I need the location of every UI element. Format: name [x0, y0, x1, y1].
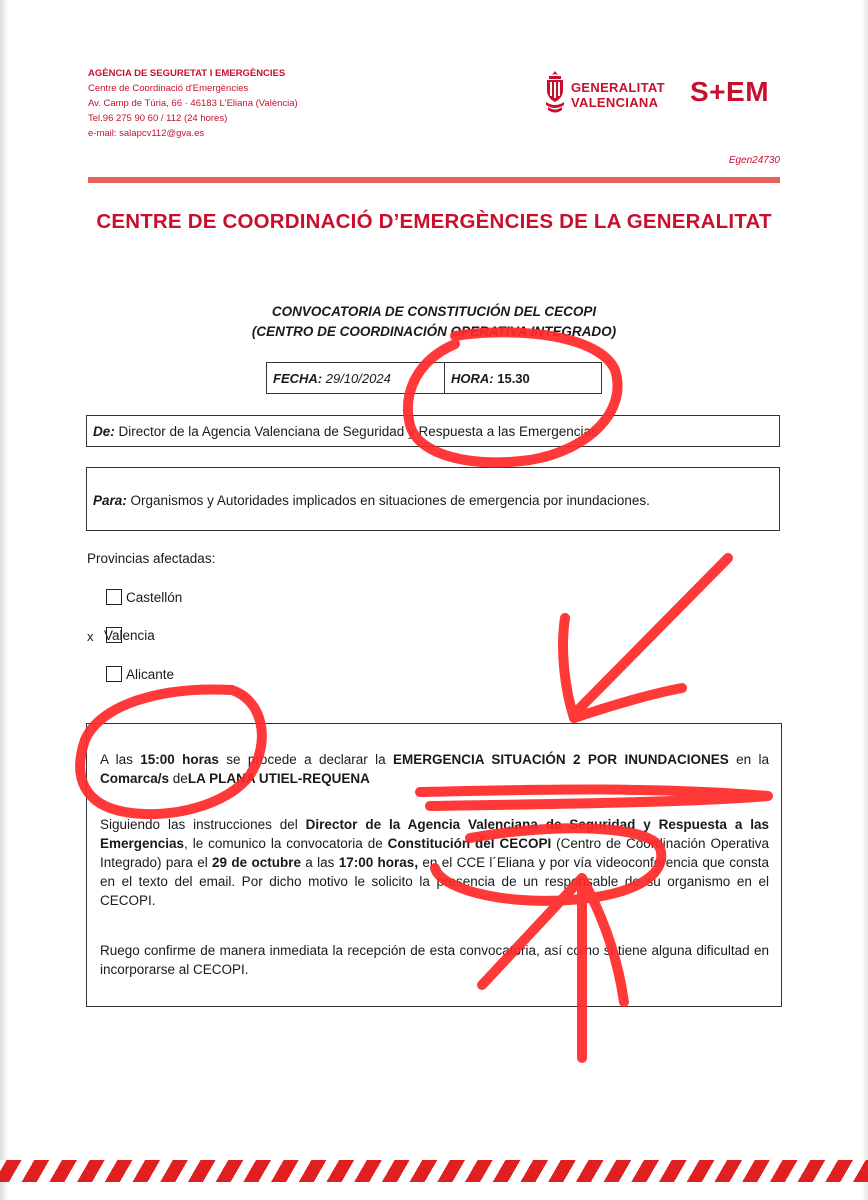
valenciana-word: VALENCIANA	[571, 95, 659, 110]
convocatoria-line1: CONVOCATORIA DE CONSTITUCIÓN DEL CECOPI	[271, 304, 597, 319]
sem-logo: S+EM	[690, 76, 770, 107]
date-time-divider	[444, 363, 445, 393]
from-box	[86, 415, 780, 447]
cecopi-constitution: Constitución del CECOPI	[387, 836, 552, 851]
province-alicante-label: Alicante	[126, 667, 175, 682]
text-run: se procede a declarar la	[218, 752, 393, 767]
diagonal-arrow-shaft-annotation	[578, 558, 728, 710]
text-run: , le comunico la convocatoria de	[184, 836, 388, 851]
text-run: de	[169, 771, 188, 786]
text-run: (Centro de Coordinación Operativa Integrado) para el	[100, 836, 769, 870]
checkbox-alicante[interactable]	[106, 666, 122, 682]
comarca-name: LA PLANA UTIEL-REQUENA	[187, 771, 370, 786]
instructions-paragraph	[100, 815, 769, 910]
address-line: Tel.96 275 90 60 / 112 (24 hores)	[88, 113, 228, 124]
header-divider	[88, 177, 780, 183]
convocatoria-heading	[0, 302, 868, 342]
from-label: De:	[93, 424, 115, 439]
generalitat-logo	[543, 70, 668, 114]
diagonal-arrow-head-left-annotation	[563, 618, 574, 718]
comarca-label: Comarca/s	[100, 771, 170, 786]
meeting-time: 17:00 horas,	[338, 855, 419, 870]
to-label: Para:	[93, 493, 127, 508]
text-run: en la	[728, 752, 769, 767]
fecha-field	[273, 371, 391, 386]
generalitat-shield-icon	[543, 70, 567, 114]
to-box	[86, 467, 780, 531]
red-white-tape	[0, 1160, 868, 1182]
hora-field	[451, 371, 530, 386]
generalitat-word: GENERALITAT	[571, 80, 665, 95]
director-title: Director de la Agencia Valenciana de Seguridad y Respuesta a las Emergencias	[100, 817, 769, 851]
document-code: Egen24730	[728, 155, 780, 166]
text-run: en el CCE l´Eliana y por vía videoconferencia que consta en el texto del email. Por dicho motivo le solicito la presencia de un responsable de su organismo en el CECOPI.	[100, 855, 769, 908]
emergency-level: EMERGENCIA SITUACIÓN 2 POR INUNDACIONES	[392, 752, 729, 767]
province-castellon-label: Castellón	[126, 590, 183, 605]
address-line: Centre de Coordinació d'Emergències	[88, 83, 249, 94]
date-time-box	[266, 362, 602, 394]
page-shadow-right	[862, 0, 868, 1200]
text-run: A las	[100, 752, 141, 767]
convocatoria-line2: (CENTRO DE COORDINACIÓN OPERATIVA INTEGRADO)	[251, 324, 617, 339]
from-text: Director de la Agencia Valenciana de Seguridad y Respuesta a las Emergencias	[118, 424, 598, 439]
text-run: a las	[300, 855, 339, 870]
agency-address-block	[88, 66, 298, 141]
agency-name: AGÈNCIA DE SEGURETAT I EMERGÈNCIES	[88, 68, 286, 79]
to-text: Organismos y Autoridades implicados en situaciones de emergencia por inundaciones.	[130, 493, 650, 508]
fecha-value: 29/10/2024	[325, 371, 391, 386]
declaration-time: 15:00 horas	[140, 752, 219, 767]
diagonal-arrow-head-right-annotation	[574, 688, 682, 718]
checkbox-castellon[interactable]	[106, 589, 122, 605]
page-shadow-left	[0, 0, 8, 1200]
confirmation-paragraph: Ruego confirme de manera inmediata la recepción de esta convocatoria, así como si tiene alguna dificultad en incorporarse al CECOPI.	[100, 943, 769, 977]
selected-marker: x	[87, 629, 94, 644]
generalitat-wordmark	[571, 80, 665, 110]
text-run: Siguiendo las instrucciones del	[100, 817, 306, 832]
province-valencia-label: Valencia	[104, 628, 155, 643]
provinces-label: Provincias afectadas:	[87, 551, 216, 566]
address-line: Av. Camp de Túria, 66 · 46183 L'Eliana (València)	[88, 98, 298, 109]
hora-label: HORA:	[451, 371, 494, 386]
address-line: e-mail: salapcv112@gva.es	[88, 128, 205, 139]
hora-value: 15.30	[497, 371, 530, 386]
document-title: CENTRE DE COORDINACIÓ D’EMERGÈNCIES DE LA GENERALITAT	[96, 210, 772, 233]
fecha-label: FECHA:	[273, 371, 323, 386]
meeting-date: 29 de octubre	[212, 855, 301, 870]
declaration-paragraph	[100, 750, 769, 788]
